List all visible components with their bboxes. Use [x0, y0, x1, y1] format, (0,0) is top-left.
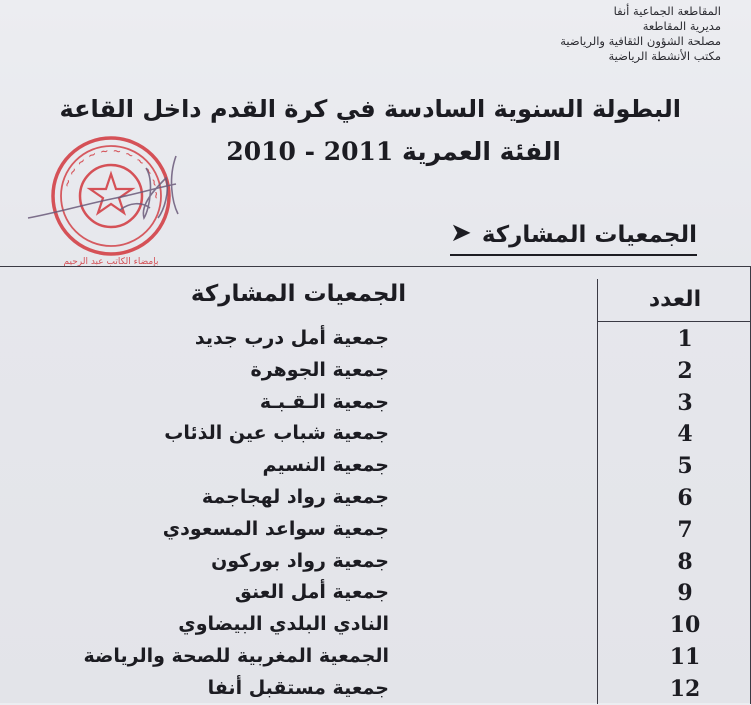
table-row [0, 482, 751, 514]
participants-table [0, 266, 751, 704]
table-row [0, 418, 751, 450]
svg-text:~ ~ ~ ~ ~ ~ ~ ~ ~ ~ ~: ~ ~ ~ ~ ~ ~ ~ ~ ~ ~ ~ [61, 145, 162, 200]
association-name: جمعية رواد بوركون [211, 549, 389, 572]
association-name: الجمعية المغربية للصحة والرياضة [83, 644, 389, 667]
administrative-header [421, 4, 721, 64]
row-number: 11 [669, 643, 701, 670]
table-row [0, 450, 751, 482]
row-number: 10 [669, 612, 701, 639]
table-row [0, 387, 751, 419]
association-name: النادي البلدي البيضاوي [178, 613, 389, 636]
season-years: 2011 - 2010 [226, 137, 394, 166]
header-line: مكتب الأنشطة الرياضية [608, 49, 721, 63]
association-name: جمعية سواعد المسعودي [162, 517, 389, 540]
association-name: جمعية رواد لهجاجمة [201, 485, 389, 508]
column-header-name: الجمعيات المشاركة [190, 281, 407, 307]
table-row [0, 323, 751, 355]
row-number: 1 [677, 326, 693, 352]
row-number: 3 [677, 389, 693, 416]
row-number: 8 [677, 548, 693, 575]
header-rule [597, 321, 751, 322]
document-title: البطولة السنوية السادسة في كرة القدم داخل القاعة [59, 95, 681, 123]
association-name: جمعية الـقـبـة [259, 390, 389, 413]
stamp-seal [53, 138, 169, 254]
row-number: 5 [677, 453, 693, 480]
association-name: جمعية النسيم [262, 454, 389, 477]
table-row [0, 355, 751, 387]
section-heading [450, 218, 697, 256]
stamp-caption: بإمضاء الكاتب عبد الرحيم [63, 257, 159, 267]
official-stamp [26, 118, 196, 268]
row-number: 6 [677, 484, 693, 511]
association-name: جمعية أمل درب جديد [194, 327, 389, 349]
header-line: المقاطعة الجماعية أنفا [613, 4, 721, 18]
row-number: 4 [677, 421, 693, 448]
association-name: جمعية الجوهرة [250, 358, 389, 381]
header-line: مصلحة الشؤون الثقافية والرياضية [560, 34, 721, 48]
row-number: 12 [669, 675, 701, 702]
row-number: 2 [677, 357, 693, 384]
table-row [0, 514, 751, 546]
table-row [0, 673, 751, 705]
table-row [0, 609, 751, 641]
table-body [0, 323, 751, 705]
table-row [0, 641, 751, 673]
association-name: جمعية مستقبل أنفا [207, 676, 389, 699]
section-heading-label: الجمعيات المشاركة [481, 222, 697, 248]
association-name: جمعية شباب عين الذئاب [164, 422, 389, 445]
age-group-label: الفئة العمرية [402, 137, 561, 166]
row-number: 9 [677, 580, 693, 607]
table-row [0, 546, 751, 578]
table-row [0, 577, 751, 609]
row-number: 7 [677, 516, 693, 543]
column-header-number: العدد [648, 287, 702, 312]
arrow-left-icon: ➤ [450, 218, 472, 248]
header-line: مديرية المقاطعة [642, 19, 721, 33]
association-name: جمعية أمل العنق [234, 581, 389, 604]
